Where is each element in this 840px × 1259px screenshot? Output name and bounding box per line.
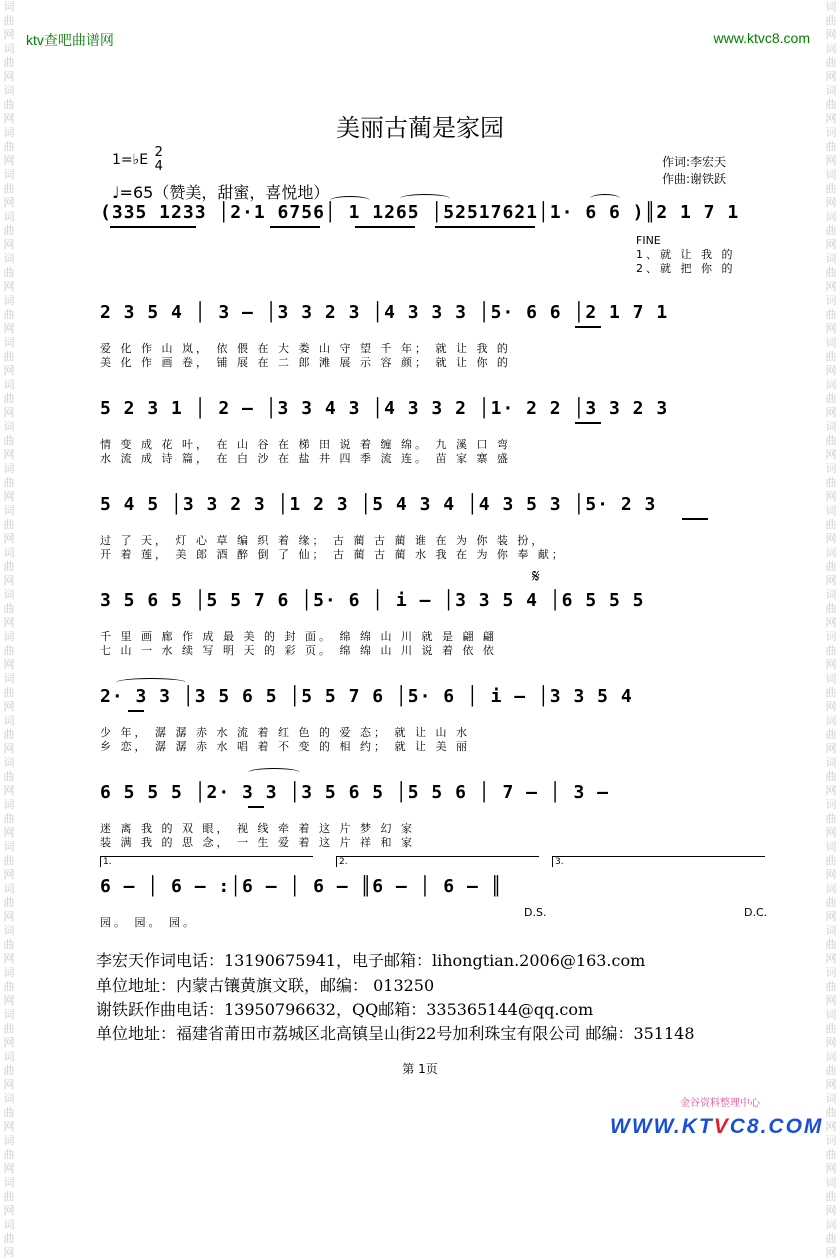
watermark-char: 曲: [3, 980, 15, 993]
lyric-line-1: 爱 化 作 山 岚， 依 偎 在 大 娄 山 守 望 千 年； 就 让 我 的: [100, 342, 511, 355]
volta-1: 1.: [100, 856, 313, 867]
watermark-char: 词: [3, 714, 15, 727]
watermark-char: 词: [3, 210, 15, 223]
watermark-char: 网: [3, 322, 15, 335]
watermark-char: 词: [3, 1134, 15, 1147]
volta-3: 3.: [552, 856, 765, 867]
watermark-char: 网: [3, 658, 15, 671]
watermark-char: 网: [825, 238, 837, 251]
logo-text-pre: WWW.KT: [610, 1115, 714, 1138]
score-system-3: [100, 398, 768, 468]
watermark-char: 词: [3, 882, 15, 895]
watermark-char: 网: [3, 1162, 15, 1175]
site-logo[interactable]: [610, 1115, 823, 1139]
lyric-line-2: 美 化 作 画 卷， 铺 展 在 二 郎 滩 展 示 容 颜； 就 让 你 的: [100, 356, 511, 369]
watermark-char: 网: [3, 910, 15, 923]
watermark-char: 网: [825, 1246, 837, 1259]
watermark-char: 词: [3, 0, 15, 13]
lyric-line-1: 少 年， 潺 潺 赤 水 流 着 红 色 的 爱 态； 就 让 山 水: [100, 726, 470, 739]
watermark-char: 曲: [3, 728, 15, 741]
watermark-char: 网: [3, 1204, 15, 1217]
notes-line: 5 2 3 1 │ 2 – │3 3 4 3 │4 3 3 2 │1· 2 2 │3 3 2 3: [100, 398, 669, 419]
watermark-char: 词: [3, 924, 15, 937]
watermark-char: 词: [825, 126, 837, 139]
watermark-char: 词: [3, 588, 15, 601]
watermark-char: 词: [3, 966, 15, 979]
watermark-char: 曲: [3, 1232, 15, 1245]
underline-beam: [248, 806, 264, 808]
composer-credit: 作曲:谢铁跃: [662, 172, 727, 186]
watermark-char: 曲: [3, 266, 15, 279]
watermark-char: 曲: [3, 392, 15, 405]
watermark-char: 曲: [825, 476, 837, 489]
watermark-char: 网: [3, 616, 15, 629]
watermark-char: 词: [3, 798, 15, 811]
watermark-char: 网: [825, 994, 837, 1007]
watermark-char: 网: [3, 28, 15, 41]
watermark-char: 词: [3, 1176, 15, 1189]
watermark-char: 曲: [3, 1022, 15, 1035]
watermark-char: 曲: [3, 602, 15, 615]
watermark-char: 词: [3, 756, 15, 769]
info-line-4: 单位地址：福建省莆田市荔城区北高镇呈山街22号加利珠宝有限公司 邮编：351148: [96, 1024, 695, 1043]
watermark-char: 曲: [3, 1106, 15, 1119]
watermark-char: 曲: [825, 602, 837, 615]
underline-beam: [110, 226, 196, 228]
watermark-char: 词: [825, 966, 837, 979]
watermark-char: 曲: [3, 686, 15, 699]
underline-beam: [435, 226, 535, 228]
watermark-char: 网: [825, 532, 837, 545]
watermark-char: 曲: [3, 182, 15, 195]
watermark-char: 曲: [3, 812, 15, 825]
watermark-char: 曲: [3, 1064, 15, 1077]
watermark-char: 网: [3, 700, 15, 713]
watermark-char: 词: [825, 1176, 837, 1189]
watermark-char: 词: [825, 462, 837, 475]
lyric-line-2: 装 满 我 的 思 念， 一 生 爱 着 这 片 祥 和 家: [100, 836, 415, 849]
watermark-char: 曲: [825, 560, 837, 573]
watermark-char: 网: [825, 658, 837, 671]
watermark-char: 词: [3, 294, 15, 307]
watermark-char: 网: [825, 406, 837, 419]
watermark-char: 网: [3, 112, 15, 125]
lyric-line-1: 园。 园。 园。: [100, 916, 197, 929]
watermark-char: 网: [825, 280, 837, 293]
watermark-char: 网: [3, 826, 15, 839]
watermark-char: 词: [825, 252, 837, 265]
slur: [330, 196, 370, 205]
watermark-char: 网: [825, 826, 837, 839]
underline-beam: [128, 710, 144, 712]
watermark-char: 网: [825, 364, 837, 377]
lyric-line-1: 情 变 成 花 叶， 在 山 谷 在 梯 田 说 着 缠 绵。 九 溪 口 弯: [100, 438, 511, 451]
watermark-char: 曲: [825, 1190, 837, 1203]
watermark-char: 词: [3, 672, 15, 685]
watermark-char: 词: [825, 1050, 837, 1063]
watermark-char: 曲: [825, 98, 837, 111]
watermark-char: 曲: [825, 434, 837, 447]
watermark-char: 网: [3, 574, 15, 587]
underline-beam: [355, 226, 415, 228]
watermark-char: 网: [825, 196, 837, 209]
watermark-char: 网: [825, 1162, 837, 1175]
watermark-char: 词: [3, 126, 15, 139]
watermark-char: 网: [3, 784, 15, 797]
watermark-char: 网: [3, 154, 15, 167]
watermark-char: 词: [825, 798, 837, 811]
watermark-char: 词: [3, 168, 15, 181]
watermark-char: 曲: [825, 1106, 837, 1119]
watermark-char: 网: [825, 742, 837, 755]
lyric-line-1: 千 里 画 廊 作 成 最 美 的 封 面。 绵 绵 山 川 就 是 翩 翩: [100, 630, 497, 643]
watermark-char: 网: [3, 364, 15, 377]
watermark-char: 网: [3, 448, 15, 461]
watermark-char: 曲: [3, 518, 15, 531]
watermark-char: 词: [3, 504, 15, 517]
header-site-name[interactable]: ktv查吧曲谱网: [26, 32, 114, 48]
watermark-char: 曲: [3, 560, 15, 573]
watermark-char: 曲: [825, 140, 837, 153]
score-system-2: [100, 302, 768, 372]
watermark-char: 曲: [825, 980, 837, 993]
watermark-char: 曲: [3, 350, 15, 363]
volta-2: 2.: [336, 856, 539, 867]
time-bottom: 4: [154, 159, 163, 174]
score-system-4: [100, 494, 768, 564]
watermark-char: 词: [3, 546, 15, 559]
watermark-char: 词: [825, 294, 837, 307]
watermark-char: 曲: [825, 392, 837, 405]
fine-mark: FINE: [636, 234, 661, 247]
watermark-char: 网: [825, 490, 837, 503]
watermark-char: 曲: [825, 1022, 837, 1035]
time-signature: [155, 146, 163, 174]
watermark-char: 词: [825, 1218, 837, 1231]
watermark-char: 词: [825, 168, 837, 181]
score-system-5: [100, 566, 768, 660]
notes-line: 5 4 5 │3 3 2 3 │1 2 3 │5 4 3 4 │4 3 5 3 │5· 2 3: [100, 494, 657, 515]
watermark-char: 曲: [825, 14, 837, 27]
watermark-char: 曲: [3, 140, 15, 153]
watermark-char: 曲: [825, 1064, 837, 1077]
watermark-char: 词: [825, 840, 837, 853]
watermark-char: 曲: [3, 770, 15, 783]
lyric-line-2: 乡 恋， 潺 潺 赤 水 唱 着 不 变 的 相 约； 就 让 美 丽: [100, 740, 470, 753]
watermark-char: 词: [3, 630, 15, 643]
notes-line: 3 5 6 5 │5 5 7 6 │5· 6 │ i – │3 3 5 4 │6 5 5 5: [100, 590, 645, 611]
watermark-char: 网: [3, 196, 15, 209]
score-system-1: [100, 202, 768, 282]
ds-mark: D.S.: [524, 906, 547, 919]
lyric-line-2: 开 着 莲， 美 郎 酒 醉 倒 了 仙； 古 蔺 古 蔺 水 我 在 为 你 奉 献；: [100, 548, 566, 561]
watermark-char: 词: [3, 252, 15, 265]
header-site-url[interactable]: www.ktvc8.com: [713, 30, 810, 46]
watermark-char: 曲: [825, 224, 837, 237]
info-line-3: 谢铁跃作曲电话：13950796632，QQ邮箱：335365144@qq.com: [96, 1000, 594, 1019]
watermark-char: 曲: [3, 14, 15, 27]
watermark-char: 词: [825, 504, 837, 517]
watermark-char: 词: [3, 1218, 15, 1231]
watermark-char: 网: [825, 448, 837, 461]
watermark-char: 词: [825, 1008, 837, 1021]
watermark-char: 词: [3, 1008, 15, 1021]
notes-line: 6 5 5 5 │2· 3 3 │3 5 6 5 │5 5 6 │ 7 – │ 3 –: [100, 782, 609, 803]
logo-text-post: C8.COM: [729, 1115, 824, 1138]
watermark-char: 网: [3, 1078, 15, 1091]
lyricist-credit: 作词:李宏天: [662, 155, 727, 169]
watermark-char: 词: [3, 378, 15, 391]
score-system-8: [100, 857, 768, 946]
watermark-char: 词: [3, 42, 15, 55]
watermark-char: 词: [825, 546, 837, 559]
watermark-char: 词: [825, 210, 837, 223]
watermark-char: 词: [825, 924, 837, 937]
watermark-char: 曲: [825, 728, 837, 741]
watermark-char: 词: [3, 84, 15, 97]
watermark-char: 曲: [825, 896, 837, 909]
watermark-char: 词: [825, 420, 837, 433]
watermark-char: 网: [825, 1036, 837, 1049]
score-system-7: [100, 782, 768, 852]
watermark-char: 曲: [825, 182, 837, 195]
watermark-char: 曲: [3, 224, 15, 237]
watermark-char: 词: [825, 672, 837, 685]
song-title: 美丽古蔺是家园: [336, 114, 504, 142]
watermark-char: 网: [3, 952, 15, 965]
watermark-char: 词: [825, 42, 837, 55]
underline-beam: [575, 326, 601, 328]
watermark-char: 词: [3, 420, 15, 433]
watermark-char: 网: [825, 868, 837, 881]
watermark-char: 网: [825, 322, 837, 335]
logo-caption: 金谷资料整理中心: [680, 1098, 760, 1109]
watermark-char: 网: [825, 616, 837, 629]
watermark-char: 曲: [3, 1190, 15, 1203]
watermark-char: 网: [3, 1246, 15, 1259]
watermark-char: 词: [825, 756, 837, 769]
notes-line: (335 1233 │2·1 6756│ 1 1265 │525176̇21│1· 6 6 )║2 1 7 1: [100, 202, 740, 223]
watermark-char: 网: [825, 154, 837, 167]
watermark-char: 曲: [3, 476, 15, 489]
underline-beam: [575, 422, 601, 424]
watermark-char: 网: [3, 1036, 15, 1049]
dc-mark: D.C.: [744, 906, 768, 919]
watermark-char: 网: [3, 490, 15, 503]
watermark-char: 网: [3, 70, 15, 83]
watermark-char: 词: [825, 630, 837, 643]
watermark-char: 词: [3, 462, 15, 475]
watermark-char: 网: [3, 742, 15, 755]
watermark-char: 网: [3, 238, 15, 251]
watermark-char: 网: [825, 112, 837, 125]
info-line-1: 李宏天作词电话：13190675941，电子邮箱：lihongtian.2006@163.com: [96, 951, 646, 970]
info-line-2: 单位地址：内蒙古镶黄旗文联，邮编： 013250: [96, 976, 435, 995]
watermark-char: 曲: [825, 770, 837, 783]
watermark-char: 网: [825, 700, 837, 713]
watermark-char: 曲: [825, 518, 837, 531]
watermark-char: 曲: [3, 854, 15, 867]
watermark-char: 词: [3, 1092, 15, 1105]
notes-line: 2· 3 3 │3 5 6 5 │5 5 7 6 │5· 6 │ i – │3 3 5 4: [100, 686, 633, 707]
watermark-char: 词: [825, 882, 837, 895]
notes-line: 6 – │ 6 – :│6 – │ 6 – ║6 – │ 6 – ║: [100, 876, 503, 897]
time-top: 2: [154, 145, 163, 160]
watermark-char: 网: [3, 868, 15, 881]
watermark-char: 曲: [3, 1148, 15, 1161]
tempo-marking: ♩=65（赞美，甜蜜，喜悦地）: [112, 183, 330, 202]
watermark-char: 词: [825, 0, 837, 13]
watermark-char: 曲: [825, 644, 837, 657]
key-base: 1=: [112, 152, 133, 168]
watermark-char: 网: [825, 784, 837, 797]
slur: [248, 768, 300, 777]
watermark-char: 网: [825, 574, 837, 587]
lyric-line-2: 水 流 成 诗 篇， 在 白 沙 在 盐 井 四 季 流 连。 苗 家 寨 盛: [100, 452, 511, 465]
watermark-char: 网: [825, 28, 837, 41]
watermark-char: 网: [825, 910, 837, 923]
watermark-char: 曲: [3, 644, 15, 657]
page-number: 第 1页: [402, 1062, 438, 1076]
lyric-line-1: 过 了 天， 灯 心 草 编 织 着 缘； 古 蔺 古 蔺 谁 在 为 你 装 扮，: [100, 534, 546, 547]
watermark-char: 词: [825, 714, 837, 727]
slur: [400, 194, 450, 203]
watermark-char: 曲: [3, 308, 15, 321]
watermark-char: 曲: [825, 350, 837, 363]
segno-sign: 𝄋: [532, 566, 540, 587]
watermark-char: 词: [825, 378, 837, 391]
watermark-column-left: [0, 0, 18, 1259]
watermark-char: 曲: [3, 434, 15, 447]
watermark-char: 曲: [3, 98, 15, 111]
watermark-char: 曲: [825, 686, 837, 699]
watermark-char: 曲: [825, 266, 837, 279]
watermark-char: 曲: [825, 56, 837, 69]
watermark-char: 词: [825, 588, 837, 601]
watermark-char: 网: [825, 952, 837, 965]
watermark-char: 曲: [3, 896, 15, 909]
slur: [116, 678, 186, 687]
watermark-char: 曲: [3, 56, 15, 69]
watermark-char: 曲: [825, 812, 837, 825]
lyric-line-1: 1、就 让 我 的: [636, 248, 736, 261]
watermark-char: 网: [825, 70, 837, 83]
watermark-char: 词: [825, 84, 837, 97]
watermark-char: 网: [3, 406, 15, 419]
watermark-char: 网: [3, 994, 15, 1007]
slur: [590, 194, 620, 203]
watermark-char: 词: [3, 336, 15, 349]
watermark-char: 网: [825, 1078, 837, 1091]
lyric-line-1: 迷 离 我 的 双 眼， 视 线 牵 着 这 片 梦 幻 家: [100, 822, 415, 835]
watermark-char: 词: [825, 1134, 837, 1147]
score-system-6: [100, 686, 768, 756]
key-signature: [112, 146, 163, 174]
watermark-char: 曲: [825, 308, 837, 321]
watermark-char: 曲: [825, 854, 837, 867]
watermark-char: 网: [3, 280, 15, 293]
watermark-char: 曲: [825, 1232, 837, 1245]
lyric-line-2: 七 山 一 水 续 写 明 天 的 彩 页。 绵 绵 山 川 说 着 依 依: [100, 644, 497, 657]
watermark-char: 词: [825, 336, 837, 349]
lyric-line-2: 2、就 把 你 的: [636, 262, 736, 275]
watermark-column-right: [822, 0, 840, 1259]
key-letter: E: [139, 152, 149, 168]
watermark-char: 网: [3, 532, 15, 545]
watermark-char: 网: [825, 1120, 837, 1133]
watermark-char: 词: [3, 1050, 15, 1063]
underline-beam: [270, 226, 320, 228]
watermark-char: 词: [825, 1092, 837, 1105]
watermark-char: 词: [3, 840, 15, 853]
watermark-char: 曲: [3, 938, 15, 951]
key-flat: ♭: [132, 152, 140, 168]
watermark-char: 曲: [825, 1148, 837, 1161]
watermark-char: 网: [3, 1120, 15, 1133]
underline-beam: [682, 518, 708, 520]
logo-text-red: V: [713, 1115, 730, 1138]
notes-line: 2 3 5 4 │ 3 – │3 3 2 3 │4 3 3 3 │5· 6 6 │2 1 7 1: [100, 302, 669, 323]
watermark-char: 网: [825, 1204, 837, 1217]
watermark-char: 曲: [825, 938, 837, 951]
